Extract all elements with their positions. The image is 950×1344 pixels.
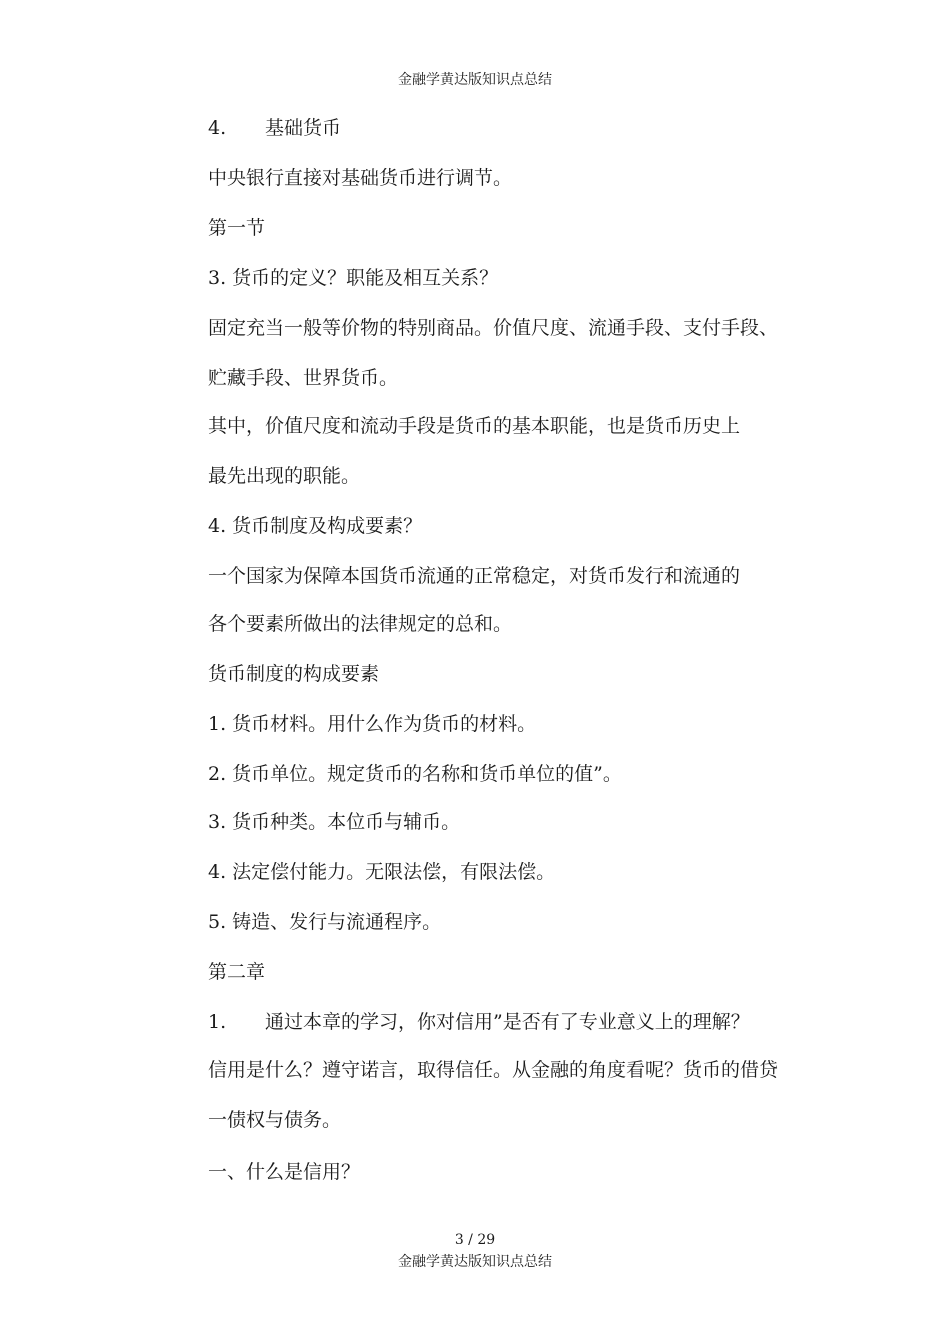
paragraph (208, 564, 740, 588)
paragraph (208, 316, 778, 340)
paragraph (208, 414, 740, 438)
list-item (208, 910, 441, 934)
paragraph (208, 1010, 750, 1034)
paragraph-text: 4. 法定偿付能力。无限法偿，有限法偿。 (208, 861, 556, 883)
paragraph-text: 基础货币 (265, 117, 342, 139)
paragraph-text: 一、什么是信用？ (208, 1161, 361, 1183)
paragraph (208, 366, 398, 390)
paragraph-text: 第二章 (208, 961, 266, 983)
paragraph-text: 最先出现的职能。 (208, 465, 361, 487)
paragraph-text: 固定充当一般等价物的特别商品。价值尺度、流通手段、支付手段、 (208, 317, 779, 339)
subheading (208, 662, 379, 686)
paragraph-text: 1. 货币材料。用什么作为货币的材料。 (208, 713, 537, 735)
paragraph (208, 612, 512, 636)
paragraph (208, 1058, 778, 1082)
question-heading (208, 266, 498, 290)
list-item (208, 810, 460, 834)
paragraph-text: 通过本章的学习，你对信用”是否有了专业意义上的理解？ (265, 1011, 750, 1033)
paragraph (208, 166, 512, 190)
list-item (208, 712, 536, 736)
paragraph-text: 3. 货币种类。本位币与辅币。 (208, 811, 461, 833)
question-heading (208, 514, 422, 538)
paragraph-text: 4. 货币制度及构成要素？ (208, 515, 423, 537)
paragraph-text: 2. 货币单位。规定货币的名称和货币单位的值”。 (208, 763, 622, 785)
paragraph-text: 一个国家为保障本国货币流通的正常稳定，对货币发行和流通的 (208, 565, 741, 587)
paragraph-text: 第一节 (208, 217, 266, 239)
paragraph-text: 各个要素所做出的法律规定的总和。 (208, 613, 513, 635)
subheading (208, 1160, 360, 1184)
paragraph-text: 信用是什么？遵守诺言，取得信任。从金融的角度看呢？货币的借贷 (208, 1059, 779, 1081)
footer-title: 金融学黄达版知识点总结 (398, 1254, 552, 1270)
page-header: 金融学黄达版知识点总结 (398, 72, 552, 88)
paragraph-text: 贮藏手段、世界货币。 (208, 367, 399, 389)
paragraph-text: 中央银行直接对基础货币进行调节。 (208, 167, 513, 189)
document-body (208, 112, 828, 1212)
paragraph (208, 464, 360, 488)
list-item (208, 860, 555, 884)
list-number: 4. (208, 117, 227, 139)
paragraph-text: 其中，价值尺度和流动手段是货币的基本职能，也是货币历史上 (208, 415, 741, 437)
section-heading (208, 216, 265, 240)
paragraph (208, 1108, 341, 1132)
paragraph-text: 3. 货币的定义？职能及相互关系？ (208, 267, 499, 289)
page-number: 3 / 29 (454, 1232, 496, 1248)
paragraph-text: 货币制度的构成要素 (208, 663, 380, 685)
page-footer (0, 1230, 950, 1272)
list-number: 1. (208, 1011, 227, 1033)
list-item (208, 762, 622, 786)
paragraph (208, 116, 341, 140)
paragraph-text: 一债权与债务。 (208, 1109, 342, 1131)
chapter-heading (208, 960, 265, 984)
paragraph-text: 5. 铸造、发行与流通程序。 (208, 911, 442, 933)
